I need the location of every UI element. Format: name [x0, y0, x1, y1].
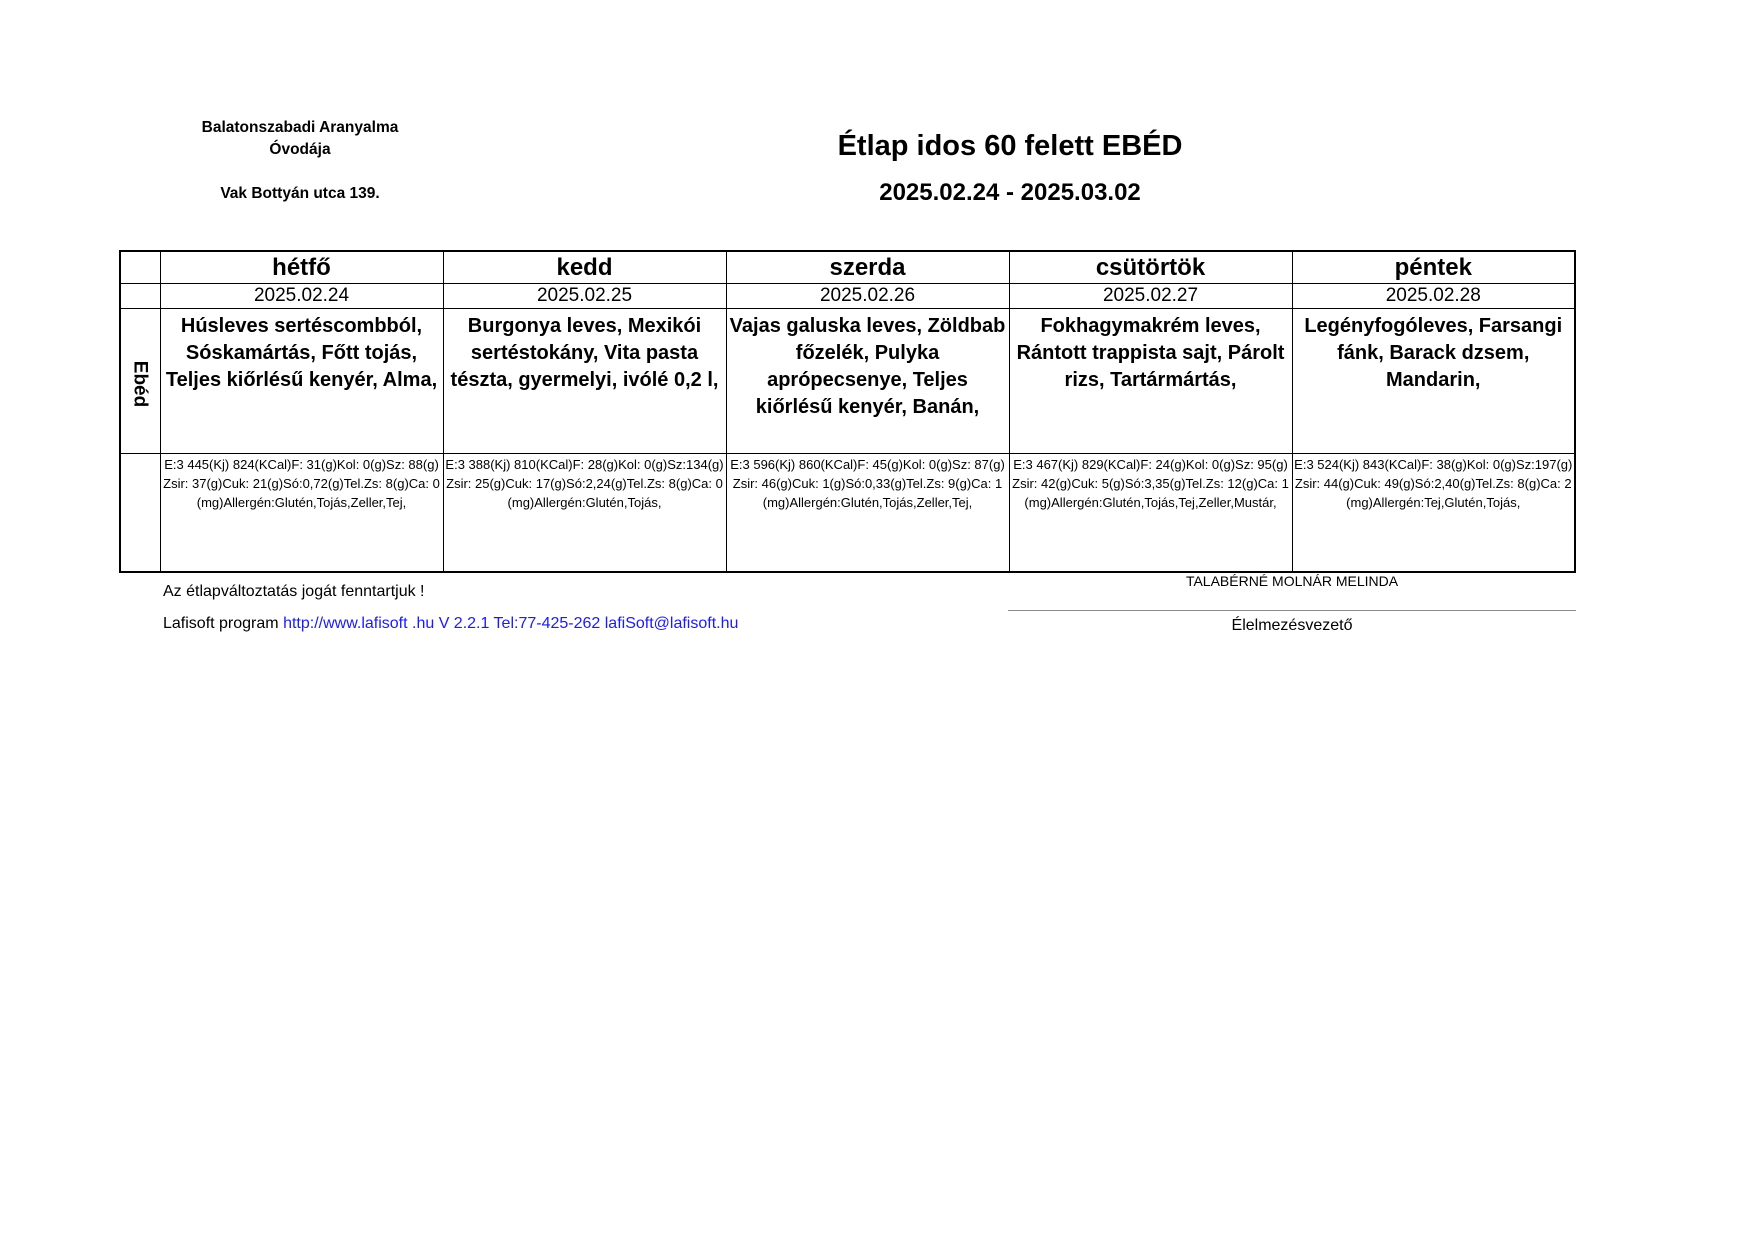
- day-date-thu: 2025.02.27: [1009, 284, 1292, 309]
- nutrition-thu: E:3 467(Kj) 829(KCal)F: 24(g)Kol: 0(g)Sz: 95(g)Zsir: 42(g)Cuk: 5(g)Só:3,35(g)Tel.Zs: 12(g)Ca: 1(mg)Allergén:Glutén,Tojás,Tej,Zeller,Mustár,: [1009, 454, 1292, 573]
- date-range: 2025.02.24 - 2025.03.02: [879, 179, 1141, 206]
- nutrition-row: [120, 454, 1575, 573]
- signature-line: [1008, 610, 1576, 611]
- page-title: Étlap idos 60 felett EBÉD: [837, 130, 1183, 162]
- meal-mon: Húsleves sertéscombból, Sóskamártás, Főtt tojás, Teljes kiőrlésű kenyér, Alma,: [160, 309, 443, 454]
- menu-table: [119, 250, 1576, 573]
- day-date-wed: 2025.02.26: [726, 284, 1009, 309]
- meal-row-label: Ebéd: [129, 360, 151, 408]
- day-date-tue: 2025.02.25: [443, 284, 726, 309]
- nutrition-row-label-cell: [120, 454, 160, 573]
- nutrition-fri: E:3 524(Kj) 843(KCal)F: 38(g)Kol: 0(g)Sz:197(g)Zsir: 44(g)Cuk: 49(g)Só:2,40(g)Tel.Zs: 8(g)Ca: 2(mg)Allergén:Tej,Glutén,Tojás,: [1292, 454, 1575, 573]
- org-name-line1: Balatonszabadi Aranyalma: [201, 119, 399, 136]
- day-name-row: [120, 251, 1575, 284]
- program-info: [163, 615, 738, 633]
- day-name-wed: szerda: [726, 251, 1009, 284]
- disclaimer: Az étlapváltoztatás jogát fenntartjuk !: [163, 583, 425, 600]
- org-name-line2: Óvodája: [269, 141, 331, 158]
- day-date-fri: 2025.02.28: [1292, 284, 1575, 309]
- org-name: [180, 117, 420, 161]
- meal-wed: Vajas galuska leves, Zöldbab főzelék, Pulyka aprópecsenye, Teljes kiőrlésű kenyér, Banán,: [726, 309, 1009, 454]
- signer-role: Élelmezésvezető: [1231, 617, 1353, 634]
- corner-cell: [120, 251, 160, 284]
- meal-fri: Legényfogóleves, Farsangi fánk, Barack dzsem, Mandarin,: [1292, 309, 1575, 454]
- nutrition-tue: E:3 388(Kj) 810(KCal)F: 28(g)Kol: 0(g)Sz:134(g)Zsir: 25(g)Cuk: 17(g)Só:2,24(g)Tel.Zs: 8(g)Ca: 0(mg)Allergén:Glutén,Tojás,: [443, 454, 726, 573]
- day-date-mon: 2025.02.24: [160, 284, 443, 309]
- nutrition-mon: E:3 445(Kj) 824(KCal)F: 31(g)Kol: 0(g)Sz: 88(g)Zsir: 37(g)Cuk: 21(g)Só:0,72(g)Tel.Zs: 8(g)Ca: 0(mg)Allergén:Glutén,Tojás,Zeller,Tej,: [160, 454, 443, 573]
- signer-name: TALABÉRNÉ MOLNÁR MELINDA: [1185, 573, 1399, 589]
- day-date-row: [120, 284, 1575, 309]
- program-prefix: Lafisoft program: [163, 615, 284, 632]
- day-name-fri: péntek: [1292, 251, 1575, 284]
- org-address: Vak Bottyán utca 139.: [220, 185, 380, 202]
- meal-thu: Fokhagymakrém leves, Rántott trappista sajt, Párolt rizs, Tartármártás,: [1009, 309, 1292, 454]
- day-name-mon: hétfő: [160, 251, 443, 284]
- day-name-tue: kedd: [443, 251, 726, 284]
- meal-row: [120, 309, 1575, 454]
- corner-cell: [120, 284, 160, 309]
- meal-row-label-cell: [120, 309, 160, 454]
- nutrition-wed: E:3 596(Kj) 860(KCal)F: 45(g)Kol: 0(g)Sz: 87(g)Zsir: 46(g)Cuk: 1(g)Só:0,33(g)Tel.Zs: 9(g)Ca: 1(mg)Allergén:Glutén,Tojás,Zeller,Tej,: [726, 454, 1009, 573]
- program-link[interactable]: http://www.lafisoft .hu V 2.2.1 Tel:77-425-262 lafiSoft@lafisoft.hu: [283, 615, 739, 632]
- meal-tue: Burgonya leves, Mexikói sertéstokány, Vita pasta tészta, gyermelyi, ivólé 0,2 l,: [443, 309, 726, 454]
- day-name-thu: csütörtök: [1009, 251, 1292, 284]
